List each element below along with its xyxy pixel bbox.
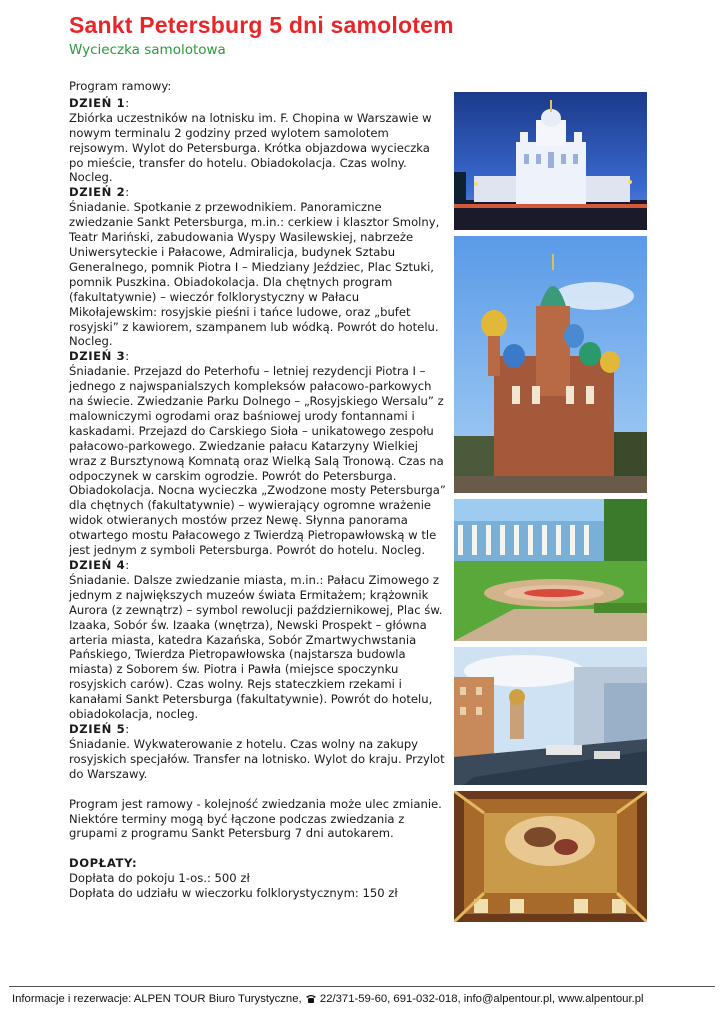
footer-prefix: Informacje i rezerwacje: ALPEN TOUR Biuro Turystyczne, [12,993,302,1005]
program-label: Program ramowy: [69,79,172,93]
day-4: DZIEŃ 4: [69,558,130,572]
program-text [69,79,446,901]
footer-contact [12,993,644,1005]
day-5-text: Śniadanie. Wykwaterowanie z hotelu. Czas wolny na zakupy rosyjskich specjałów. Transfer na lotnisko. Wylot do kraju. Przylot do Warszawy. [69,736,445,781]
day-2-label: DZIEŃ 2 [69,185,126,200]
day-2: DZIEŃ 2: [69,185,130,200]
surcharge-single-room: Dopłata do pokoju 1-os.: 500 zł [69,871,250,886]
day-1-label: DZIEŃ 1 [69,95,126,110]
footer-divider [9,986,715,987]
smolny-cathedral-night-photo [454,92,647,230]
day-5: DZIEŃ 5: [69,721,130,736]
surcharges-label: DOPŁATY: [69,856,138,871]
page-subtitle: Wycieczka samolotowa [69,42,226,58]
day-4-label: DZIEŃ 4 [69,558,126,572]
day-2-text: Śniadanie. Spotkanie z przewodnikiem. Panoramiczne zwiedzanie Sankt Petersburga, m.in.: cerkiew i klasztor Smolny, Teatr Mariński, zabudowania Wyspy Wasilewskiej, nabrzeże Uniwersyteckie i Pałacowe, Admiralicja, budynek Sztabu Generalnego, pomnik Piotra I – Miedziany Jeździec, Plac Sztuki, pomnik Puszkina. Obiadokolacja. Dla chętnych program (fakultatywnie) – wieczór folklorystyczny w Pałacu Mikołajewskim: rosyjskie pieśni i tańce ludowe, oraz „bufet rosyjski” z kawiorem, szampanem lub wódką. Powrót do hotelu. Nocleg. [69,200,440,349]
page-title: Sankt Petersburg 5 dni samolotem [69,12,454,38]
photo-column [454,92,647,926]
phone-icon [305,994,317,1003]
footer-contact-details: 22/371-59-60, 691-032-018, info@alpentour.pl, www.alpentour.pl [319,993,644,1005]
day-4-text: Śniadanie. Dalsze zwiedzanie miasta, m.in.: Pałacu Zimowego z jednym z największych muzeów świata Ermitażem; krążownik Aurora (z zewnątrz) – symbol rewolucji październikowej, Plac św. Izaaka, Sobór św. Izaaka (wnętrza), Newski Prospekt – główna arteria miasta, katedra Kazańska, Sobór Zmartwychwstania Pańskiego, Twierdza Pietropawłowska (najstarsza budowla miasta) z Soborem św. Piotra i Pawła (miejsce spoczynku rosyjskich carów). Czas wolny. Rejs stateczkiem rzekami i kanałami Sankt Petersburga (fakultatywnie). Powrót do hotelu, obiadokolacja, nocleg. [69,572,443,722]
day-1: DZIEŃ 1: [69,95,130,110]
church-of-savior-on-blood-photo [454,236,647,493]
catherine-palace-garden-photo [454,499,647,641]
day-3: DZIEŃ 3: [69,349,130,364]
canal-boats-photo [454,647,647,785]
palace-ceiling-fresco-photo [454,791,647,922]
day-1-text: Zbiórka uczestników na lotnisku im. F. Chopina w Warszawie w nowym terminalu 2 godziny przed wylotem samolotem rejsowym. Wylot do Petersburga. Krótka objazdowa wycieczka po mieście, transfer do hotelu. Obiadokolacja. Czas wolny. Nocleg. [69,110,432,185]
program-note: Program jest ramowy - kolejność zwiedzania może ulec zmianie. Niektóre terminy mogą być łączone podczas zwiedzania z grupami z programu Sankt Petersburg 7 dni autokarem. [69,796,442,841]
surcharge-folklore-evening: Dopłata do udziału w wieczorku folklorystycznym: 150 zł [69,886,398,901]
day-3-text: Śniadanie. Przejazd do Peterhofu – letniej rezydencji Piotra I – jednego z najwspanialszych kompleksów pałacowo-parkowych na świecie. Zwiedzanie Parku Dolnego – „Rosyjskiego Wersalu” z malowniczymi ogrodami oraz baśniowej urody fontannami i kaskadami. Przejazd do Carskiego Sioła – unikatowego zespołu pałacowo-parkowego. Zwiedzanie pałacu Katarzyny Wielkiej wraz z Bursztynową Komnatą oraz Wielką Salą Tronową. Czas na odpoczynek w carskim ogrodzie. Powrót do Petersburga. Obiadokolacja. Nocna wycieczka „Zwodzone mosty Petersburga” dla chętnych (fakultatywnie) – wywierający ogromne wrażenie widok otwieranych mostów przez Newę. Słynna panorama otwartego mostu Pałacowego z Twierdzą Pietropawłowską w tle jest jednym z symboli Petersburga. Powrót do hotelu. Nocleg. [69,364,446,558]
day-5-label: DZIEŃ 5 [69,721,126,736]
day-3-label: DZIEŃ 3 [69,349,126,364]
